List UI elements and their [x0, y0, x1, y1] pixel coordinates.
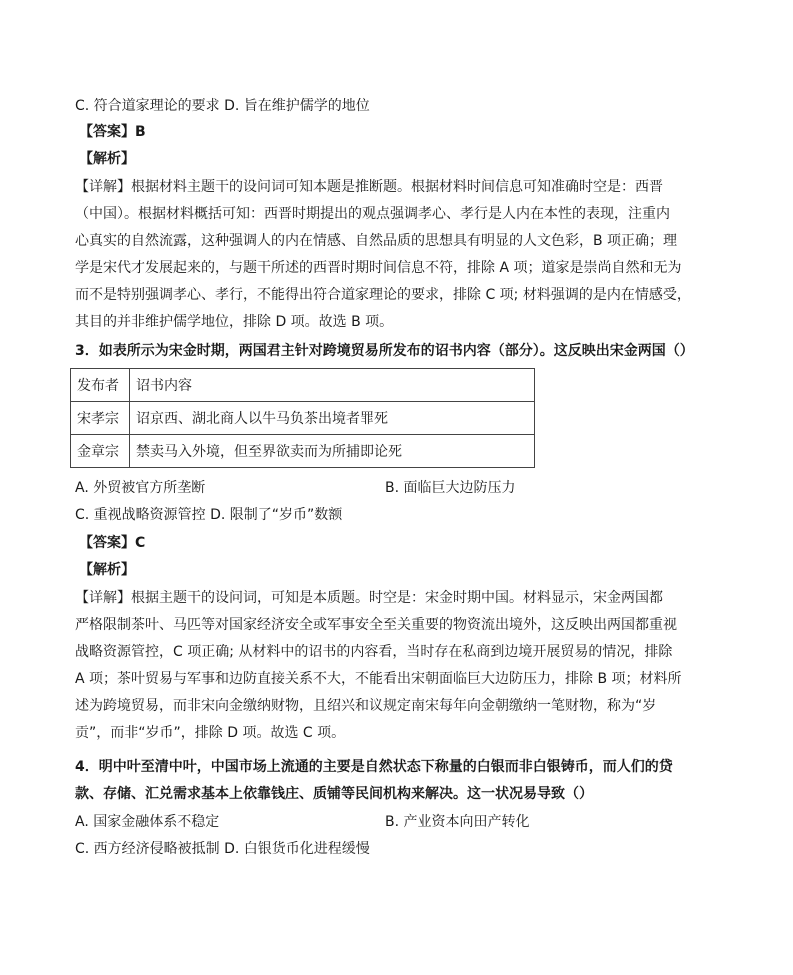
q2-detail-line: 学是宋代才发展起来的，与题干所述的西晋时期时间信息不符，排除 A 项；道家是崇尚自然和无为 [75, 260, 682, 276]
q4-options-cd: C. 西方经济侵略被抵制 D. 白银货币化进程缓慢 [75, 841, 370, 857]
q2-options-cd: C. 符合道家理论的要求 D. 旨在维护儒学的地位 [75, 98, 370, 114]
table-row [71, 435, 535, 468]
q3-detail-line: 严格限制茶叶、马匹等对国家经济安全或军事安全至关重要的物资流出境外，这反映出两国都重视 [75, 617, 677, 633]
q4-stem-line: 款、存储、汇兑需求基本上依靠钱庄、质铺等民间机构来解决。这一状况易导致（） [75, 786, 593, 802]
q3-stem: 3．如表所示为宋金时期，两国君主针对跨境贸易所发布的诏书内容（部分）。这反映出宋金两国（） [75, 343, 694, 359]
table-row [71, 369, 535, 402]
table-row [71, 402, 535, 435]
q2-detail-line: 其目的并非维护儒学地位，排除 D 项。故选 B 项。 [75, 314, 394, 330]
q3-detail-line: 述为跨境贸易，而非宋向金缴纳财物，且绍兴和议规定南宋每年向金朝缴纳一笔财物，称为“岁 [75, 698, 657, 714]
table-cell: 禁卖马入外境，但至界欲卖而为所捕即论死 [130, 435, 535, 468]
q3-detail-line: 战略资源管控，C 项正确; 从材料中的诏书的内容看，当时存在私商到边境开展贸易的情况，排除 [75, 644, 673, 660]
q2-answer: 【答案】B [79, 124, 146, 140]
table-cell: 宋孝宗 [71, 402, 130, 435]
table-header-content: 诏书内容 [130, 369, 535, 402]
edict-table [70, 368, 535, 468]
q2-detail-line: 心真实的自然流露，这种强调人的内在情感、自然品质的思想具有明显的人文色彩，B 项正确；理 [75, 233, 678, 249]
q3-option-a: A. 外贸被官方所垄断 [75, 480, 206, 496]
table-cell: 金章宗 [71, 435, 130, 468]
q2-detail-line: 而不是特别强调孝心、孝行，不能得出符合道家理论的要求，排除 C 项; 材料强调的是内在情感受， [75, 287, 691, 303]
q2-detail-line: （中国）。根据材料概括可知：西晋时期提出的观点强调孝心、孝行是人内在本性的表现，注重内 [75, 206, 670, 222]
q4-stem-line: 4．明中叶至清中叶，中国市场上流通的主要是自然状态下称量的白银而非白银铸币，而人们的贷 [75, 759, 673, 775]
table-cell: 诏京西、湖北商人以牛马负茶出境者罪死 [130, 402, 535, 435]
table-header-publisher: 发布者 [71, 369, 130, 402]
q4-option-a: A. 国家金融体系不稳定 [75, 814, 220, 830]
q3-detail-line: 贡”，而非“岁币”，排除 D 项。故选 C 项。 [75, 725, 346, 741]
q3-detail-line: A 项；茶叶贸易与军事和边防直接关系不大，不能看出宋朝面临巨大边防压力，排除 B 项；材料所 [75, 671, 682, 687]
q3-answer: 【答案】C [79, 535, 146, 551]
q3-options-cd: C. 重视战略资源管控 D. 限制了“岁币”数额 [75, 507, 343, 523]
q4-option-b: B. 产业资本向田产转化 [385, 814, 530, 830]
q3-detail-line: 【详解】根据主题干的设问词，可知是本质题。时空是：宋金时期中国。材料显示，宋金两国都 [75, 590, 663, 606]
q2-analysis-label: 【解析】 [79, 151, 135, 167]
q3-analysis-label: 【解析】 [79, 562, 135, 578]
q2-detail-line: 【详解】根据材料主题干的设问词可知本题是推断题。根据材料时间信息可知准确时空是：西晋 [75, 179, 663, 195]
q3-option-b: B. 面临巨大边防压力 [385, 480, 516, 496]
